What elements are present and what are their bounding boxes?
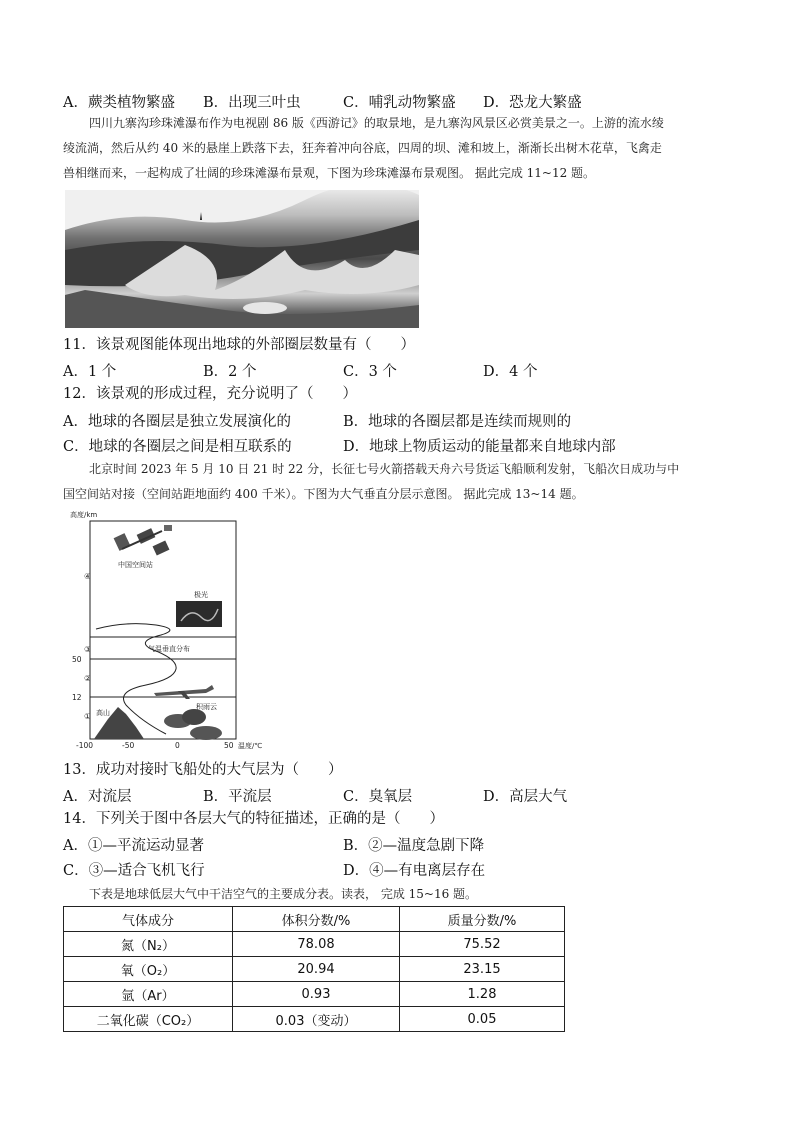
q14-option-a: A．①—平流运动显著 <box>63 838 204 854</box>
y-tick: 12 <box>72 693 82 702</box>
table-cell: 23.15 <box>400 957 565 982</box>
table-header: 体积分数/% <box>233 907 400 932</box>
waterfall-photo <box>65 190 419 328</box>
table-cell: 0.03（变动） <box>233 1007 400 1032</box>
temp-curve-label: 气温垂直分布 <box>148 645 190 653</box>
aurora-label: 极光 <box>194 591 208 599</box>
passage-air-composition: 下表是地球低层大气中干洁空气的主要成分表。读表， 完成 15~16 题。 <box>89 887 478 901</box>
table-row <box>64 957 565 982</box>
q11-option-c: C．3 个 <box>343 364 397 380</box>
layer-label-4: ④ <box>84 572 92 581</box>
passage-spacecraft <box>63 457 733 507</box>
table-cell: 0.05 <box>400 1007 565 1032</box>
q12-option-c: C．地球的各圈层之间是相互联系的 <box>63 439 292 455</box>
q12-option-b: B．地球的各圈层都是连续而规则的 <box>343 414 572 430</box>
cloud-icon <box>164 709 222 740</box>
atmosphere-diagram <box>66 509 272 753</box>
q13-option-d: D．高层大气 <box>483 789 568 805</box>
layer-label-1: ① <box>84 712 92 721</box>
q14-option-d: D．④—有电离层存在 <box>343 863 486 879</box>
passage-waterfall <box>63 111 733 186</box>
table-cell: 氩（Ar） <box>64 982 233 1007</box>
x-tick: 50 <box>224 741 234 750</box>
q12-option-d: D．地球上物质运动的能量都来自地球内部 <box>343 439 616 455</box>
mountain-label: 高山 <box>96 709 110 717</box>
table-cell: 1.28 <box>400 982 565 1007</box>
table-header: 气体成分 <box>64 907 233 932</box>
layer-label-3: ③ <box>84 645 92 654</box>
q13-stem: 13．成功对接时飞船处的大气层为（ ） <box>63 762 343 778</box>
q14-option-c: C．③—适合飞机飞行 <box>63 863 205 879</box>
q10-option-c: C．哺乳动物繁盛 <box>343 95 456 111</box>
x-axis-title: 温度/℃ <box>238 742 263 750</box>
y-tick: 50 <box>72 655 82 664</box>
temperature-curve <box>96 624 176 734</box>
x-tick: -50 <box>122 741 135 750</box>
table-cell: 氧（O₂） <box>64 957 233 982</box>
station-label: 中国空间站 <box>118 561 153 569</box>
q13-option-c: C．臭氧层 <box>343 789 413 805</box>
table-cell: 0.93 <box>233 982 400 1007</box>
q10-option-b: B．出现三叶虫 <box>203 95 301 111</box>
q11-stem: 11．该景观图能体现出地球的外部圈层数量有（ ） <box>63 337 415 353</box>
q10-option-a: A．蕨类植物繁盛 <box>63 95 175 111</box>
q14-stem: 14．下列关于图中各层大气的特征描述，正确的是（ ） <box>63 811 444 827</box>
table-cell: 二氧化碳（CO₂） <box>64 1007 233 1032</box>
table-row <box>64 982 565 1007</box>
cloud-label: 积雨云 <box>196 703 217 711</box>
q11-option-b: B．2 个 <box>203 364 257 380</box>
q14-option-b: B．②—温度急剧下降 <box>343 838 485 854</box>
q12-stem: 12．该景观的形成过程，充分说明了（ ） <box>63 386 357 402</box>
passage-line: 北京时间 2023 年 5 月 10 日 21 时 22 分，长征七号火箭搭载天舟六号货运飞船顺利发射，飞船次日成功与中 <box>89 462 680 476</box>
q13-option-a: A．对流层 <box>63 789 132 805</box>
q12-option-a: A．地球的各圈层是独立发展演化的 <box>63 414 291 430</box>
x-tick: 0 <box>175 741 180 750</box>
q11-option-d: D．4 个 <box>483 364 538 380</box>
layer-label-2: ② <box>84 674 92 683</box>
x-tick: -100 <box>76 741 94 750</box>
q10-option-d: D．恐龙大繁盛 <box>483 95 582 111</box>
passage-line: 四川九寨沟珍珠滩瀑布作为电视剧 86 版《西游记》的取景地，是九寨沟风景区必赏美景之一。上游的流水绫 <box>89 116 664 130</box>
space-station-icon <box>114 525 172 555</box>
table-row <box>64 932 565 957</box>
q13-option-b: B．平流层 <box>203 789 272 805</box>
q11-option-a: A．1 个 <box>63 364 117 380</box>
table-cell: 氮（N₂） <box>64 932 233 957</box>
passage-line: 绫流淌，然后从约 40 米的悬崖上跌落下去，狂奔着冲向谷底，四周的坝、滩和坡上，渐渐长出树木花草，飞禽走 <box>63 141 662 155</box>
air-composition-table <box>63 906 565 1032</box>
table-row <box>64 1007 565 1032</box>
table-cell: 78.08 <box>233 932 400 957</box>
passage-line: 国空间站对接（空间站距地面约 400 千米）。下图为大气垂直分层示意图。 据此完成 13~14 题。 <box>63 487 584 501</box>
y-axis-title: 高度/km <box>70 511 98 519</box>
passage-line: 兽相继而来，一起构成了壮阔的珍珠滩瀑布景观，下图为珍珠滩瀑布景观图。 据此完成 11~12 题。 <box>63 166 596 180</box>
table-header-row <box>64 907 565 932</box>
table-header: 质量分数/% <box>400 907 565 932</box>
table-cell: 20.94 <box>233 957 400 982</box>
table-cell: 75.52 <box>400 932 565 957</box>
